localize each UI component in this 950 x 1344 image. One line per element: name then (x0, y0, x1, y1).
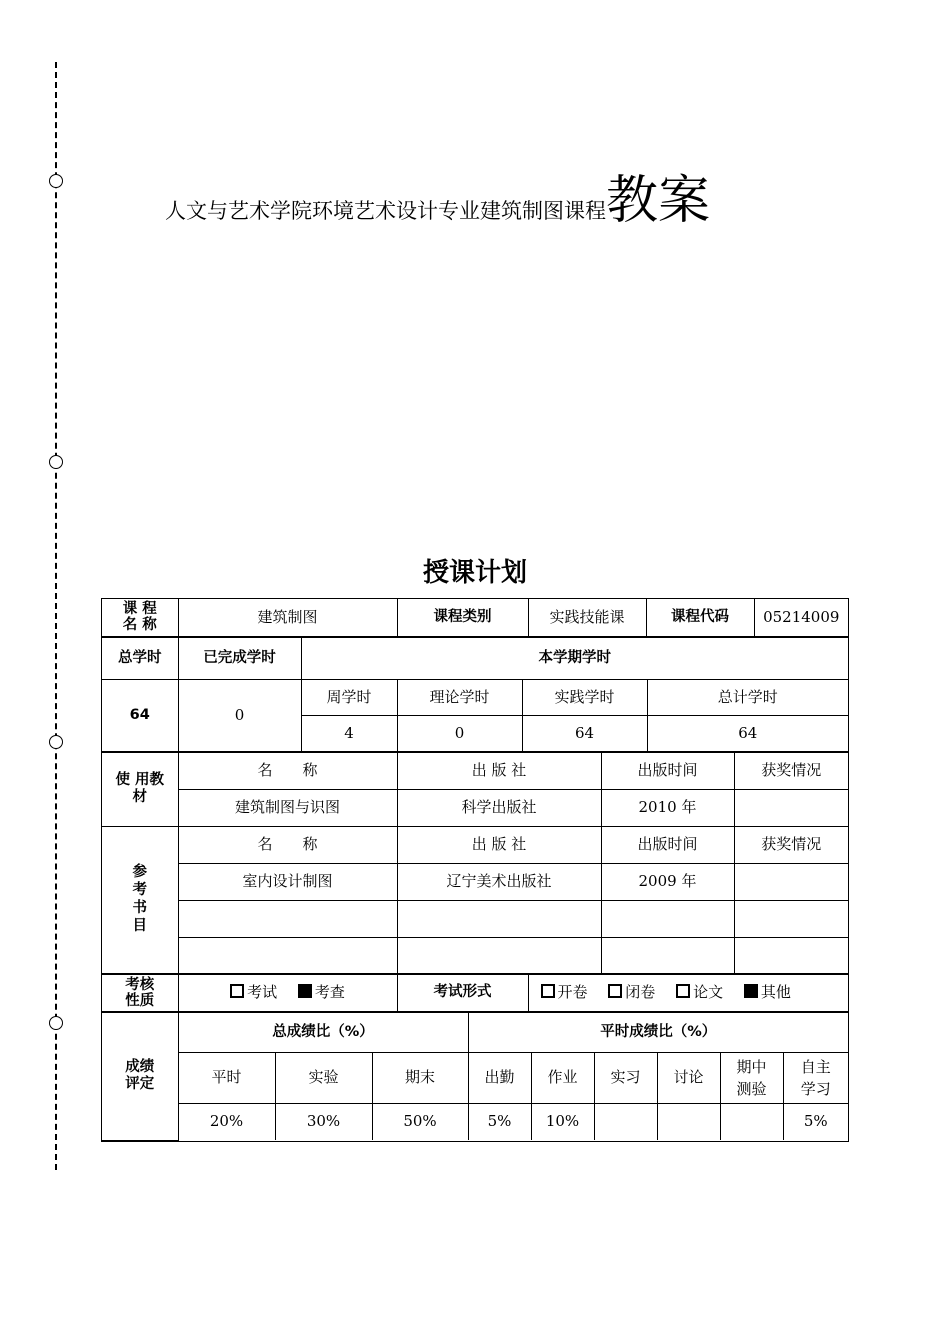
assessment-nature-label: 考核 性质 (102, 974, 178, 1011)
checkbox-icon (608, 984, 622, 998)
assessment-nature-options (178, 974, 397, 1011)
checkbox-icon (676, 984, 690, 998)
course-type-label: 课程类别 (397, 599, 528, 636)
assessment-table (102, 974, 848, 1012)
course-name-value: 建筑制图 (178, 599, 397, 636)
total-header: 期末 (372, 1052, 468, 1103)
teaching-plan-form (101, 598, 849, 1142)
option-open-book[interactable] (541, 983, 588, 1002)
references-col-date: 出版时间 (601, 826, 734, 863)
reference-name (178, 937, 397, 973)
regular-header: 期中 测验 (720, 1052, 783, 1103)
references-label (102, 826, 178, 973)
textbook-name: 建筑制图与识图 (178, 789, 397, 826)
regular-header: 出勤 (468, 1052, 531, 1103)
textbook-label: 使 用教 材 (102, 752, 178, 826)
title-main: 人文与艺术学院环境艺术设计专业建筑制图课程 (165, 199, 606, 223)
practice-hours-label: 实践学时 (522, 679, 647, 715)
references-label-text: 参考书目 (132, 864, 147, 935)
exam-form-options (528, 974, 848, 1011)
regular-header: 讨论 (657, 1052, 720, 1103)
semester-hours-label: 本学期学时 (301, 637, 848, 679)
textbook-col-publisher: 出 版 社 (397, 752, 601, 789)
binding-hole (49, 735, 63, 749)
option-review[interactable] (298, 983, 345, 1002)
reference-date: 2009 年 (601, 863, 734, 900)
option-label: 论文 (693, 983, 724, 1002)
course-code-label: 课程代码 (646, 599, 754, 636)
grading-table (102, 1012, 848, 1141)
books-table (102, 752, 848, 974)
course-info-table (102, 599, 848, 637)
plan-title: 授课计划 (422, 558, 527, 588)
checkbox-icon (541, 984, 555, 998)
reference-name (178, 900, 397, 937)
hours-table (102, 637, 848, 752)
reference-award (734, 937, 848, 973)
reference-name: 室内设计制图 (178, 863, 397, 900)
option-closed-book[interactable] (608, 983, 655, 1002)
textbook-col-award: 获奖情况 (734, 752, 848, 789)
option-other[interactable] (744, 983, 791, 1002)
sum-hours-label: 总计学时 (647, 679, 848, 715)
regular-value (657, 1103, 720, 1140)
reference-date (601, 900, 734, 937)
regular-value (594, 1103, 657, 1140)
reference-date (601, 937, 734, 973)
references-col-publisher: 出 版 社 (397, 826, 601, 863)
total-header: 平时 (178, 1052, 275, 1103)
theory-hours-value: 0 (397, 715, 522, 751)
binding-hole (49, 1016, 63, 1030)
regular-header: 自主 学习 (783, 1052, 848, 1103)
completed-hours-value: 0 (178, 679, 301, 751)
option-label: 考试 (247, 983, 278, 1002)
reference-publisher (397, 937, 601, 973)
option-label: 闭卷 (625, 983, 656, 1002)
textbook-award (734, 789, 848, 826)
course-name-label: 课 程 名 称 (102, 599, 178, 636)
weekly-hours-label: 周学时 (301, 679, 397, 715)
completed-hours-label: 已完成学时 (178, 637, 301, 679)
regular-ratio-label: 平时成绩比（%） (468, 1012, 848, 1052)
references-col-award: 获奖情况 (734, 826, 848, 863)
sum-hours-value: 64 (647, 715, 848, 751)
total-hours-label: 总学时 (102, 637, 178, 679)
course-code-value: 05214009 (754, 599, 848, 636)
textbook-date: 2010 年 (601, 789, 734, 826)
title-large: 教案 (606, 171, 711, 231)
regular-header: 作业 (531, 1052, 594, 1103)
reference-publisher: 辽宁美术出版社 (397, 863, 601, 900)
option-label: 开卷 (557, 983, 588, 1002)
option-exam[interactable] (230, 983, 277, 1002)
option-paper[interactable] (676, 983, 723, 1002)
checkbox-icon (230, 984, 244, 998)
total-ratio-label: 总成绩比（%） (178, 1012, 468, 1052)
regular-value: 10% (531, 1103, 594, 1140)
total-value: 50% (372, 1103, 468, 1140)
option-label: 考查 (314, 983, 345, 1002)
binding-hole (49, 455, 63, 469)
weekly-hours-value: 4 (301, 715, 397, 751)
total-hours-value: 64 (102, 679, 178, 751)
grading-label: 成绩 评定 (102, 1012, 178, 1140)
course-type-value: 实践技能课 (528, 599, 646, 636)
textbook-col-date: 出版时间 (601, 752, 734, 789)
binding-hole (49, 174, 63, 188)
checkbox-checked-icon (744, 984, 758, 998)
regular-value: 5% (783, 1103, 848, 1140)
theory-hours-label: 理论学时 (397, 679, 522, 715)
regular-value (720, 1103, 783, 1140)
regular-header: 实习 (594, 1052, 657, 1103)
reference-award (734, 863, 848, 900)
total-value: 20% (178, 1103, 275, 1140)
textbook-publisher: 科学出版社 (397, 789, 601, 826)
reference-award (734, 900, 848, 937)
references-col-name: 名 称 (178, 826, 397, 863)
document-title (165, 158, 710, 233)
regular-value: 5% (468, 1103, 531, 1140)
exam-form-label: 考试形式 (397, 974, 528, 1011)
binding-line (55, 62, 57, 1170)
total-header: 实验 (275, 1052, 372, 1103)
textbook-col-name: 名 称 (178, 752, 397, 789)
checkbox-checked-icon (298, 984, 312, 998)
total-value: 30% (275, 1103, 372, 1140)
reference-publisher (397, 900, 601, 937)
practice-hours-value: 64 (522, 715, 647, 751)
option-label: 其他 (760, 983, 791, 1002)
